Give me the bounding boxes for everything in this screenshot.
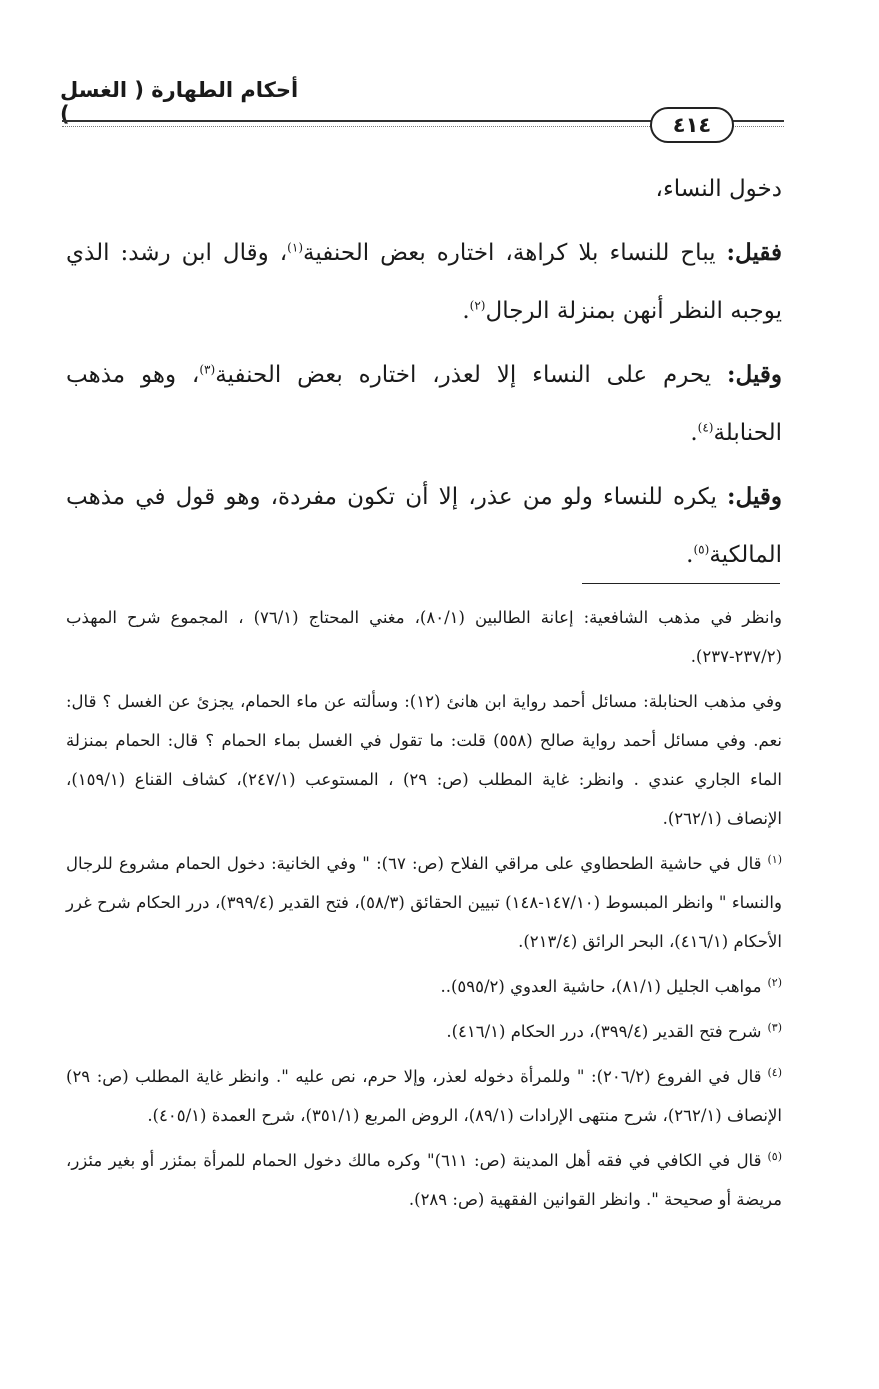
paragraph-text: ، وقال ابن رشد: الذي يوجبه النظر أنهن بمنزلة الرجال [66,240,782,324]
paragraph-text: يباح للنساء بلا كراهة، اختاره بعض الحنفية [303,240,727,266]
footnote-text: وانظر في مذهب الشافعية: إعانة الطالبين (٨٠/١)، مغني المحتاج (٧٦/١) ، المجموع شرح المهذب (٢٣٧/٢-٢٣٧). [66,608,783,666]
footnote-text: قال في حاشية الطحطاوي على مراقي الفلاح (ص: ٦٧): " وفي الخانية: دخول الحمام مشروع للرجال والنساء " وانظر المبسوط (١٤٧/١٠-١٤٨) تبيين الحقائق (٥٨/٣)، فتح القدير (٣٩٩/٤)، درر الحكام شرح غرر الأحكام (٤١٦/١)، البحر الرائق (٢١٣/٤). [66,854,782,951]
footnote-text: وفي مذهب الحنابلة: مسائل أحمد رواية ابن هانئ (١٢): وسألته عن ماء الحمام، يجزئ عن الغسل ؟ قال: نعم. وفي مسائل أحمد رواية صالح (٥٥٨) قلت: ما تقول في الغسل بماء الحمام ؟ قال: الحمام بمنزلة الماء الجاري عندي . وانظر: غاية المطلب (ص: ٢٩) ، المستوعب (٢٤٧/١)، كشاف القناع (١٥٩/١)، الإنصاف (٢٦٢/١). [66,692,783,828]
page-number-badge: ٤١٤ [650,107,734,143]
paragraph [66,346,782,462]
paragraph-text: يحرم على النساء إلا لعذر، اختاره بعض الحنفية [215,362,728,388]
paragraph [66,160,782,218]
paragraph-lead: فقيل: [726,239,783,266]
footnote-5 [66,1141,782,1219]
footnote-text: قال في الفروع (٢٠٦/٢): " وللمرأة دخوله لعذر، وإلا حرم، نص عليه ". وانظر غاية المطلب (ص: ٢٩) الإنصاف (٢٦٢/١)، شرح منتهى الإرادات (٨٩/١)، الروض المربع (٣٥١/١)، شرح العمدة (٤٠٥/١). [66,1067,782,1125]
footnote-ref[interactable]: (٣) [199,362,216,377]
main-text [66,160,782,590]
footnote-number: (٣) [767,1020,782,1034]
running-header-title: أحكام الطهارة ( الغسل ) [60,78,299,126]
footnote-text: شرح فتح القدير (٣٩٩/٤)، درر الحكام (٤١٦/١). [446,1022,762,1041]
footnote-2 [66,967,782,1006]
paragraph-text: ، وهو مذهب الحنابلة [66,362,782,446]
paragraph-text: . [462,298,470,324]
footnote-1 [66,844,782,961]
paragraph-text: . [690,420,698,446]
footnote-4 [66,1057,782,1135]
paragraph-lead: وقيل: [727,361,782,388]
footnote-separator [582,583,780,584]
footnote-number: (٥) [767,1149,782,1163]
paragraph [66,468,782,584]
footnote-number: (٤) [767,1065,783,1079]
footnote-text: قال في الكافي في فقه أهل المدينة (ص: ٦١١)" وكره مالك دخول الحمام للمرأة بمئزر أو بغير مئزر، مريضة أو صحيحة ". وانظر القوانين الفقهية (ص: ٢٨٩). [66,1151,782,1209]
footnote-number: (٢) [767,975,782,989]
paragraph-text: يكره للنساء ولو من عذر، إلا أن تكون مفردة، وهو قول في مذهب المالكية [66,484,782,568]
paragraph-text: . [686,542,694,568]
footnote-3 [66,1012,782,1051]
paragraph [66,224,782,340]
footnote-ref[interactable]: (٢) [469,298,486,313]
footnote-text: مواهب الجليل (٨١/١)، حاشية العدوي (٥٩٥/٢).. [440,977,762,996]
paragraph-lead: وقيل: [727,483,782,510]
footnote-continuation [66,682,782,838]
footnote-ref[interactable]: (٥) [693,542,710,557]
footnote-continuation [66,598,782,676]
footnote-ref[interactable]: (١) [287,240,303,255]
footnotes [66,598,782,1225]
footnote-number: (١) [767,852,783,866]
footnote-ref[interactable]: (٤) [697,420,714,435]
paragraph-text: دخول النساء، [655,176,782,202]
